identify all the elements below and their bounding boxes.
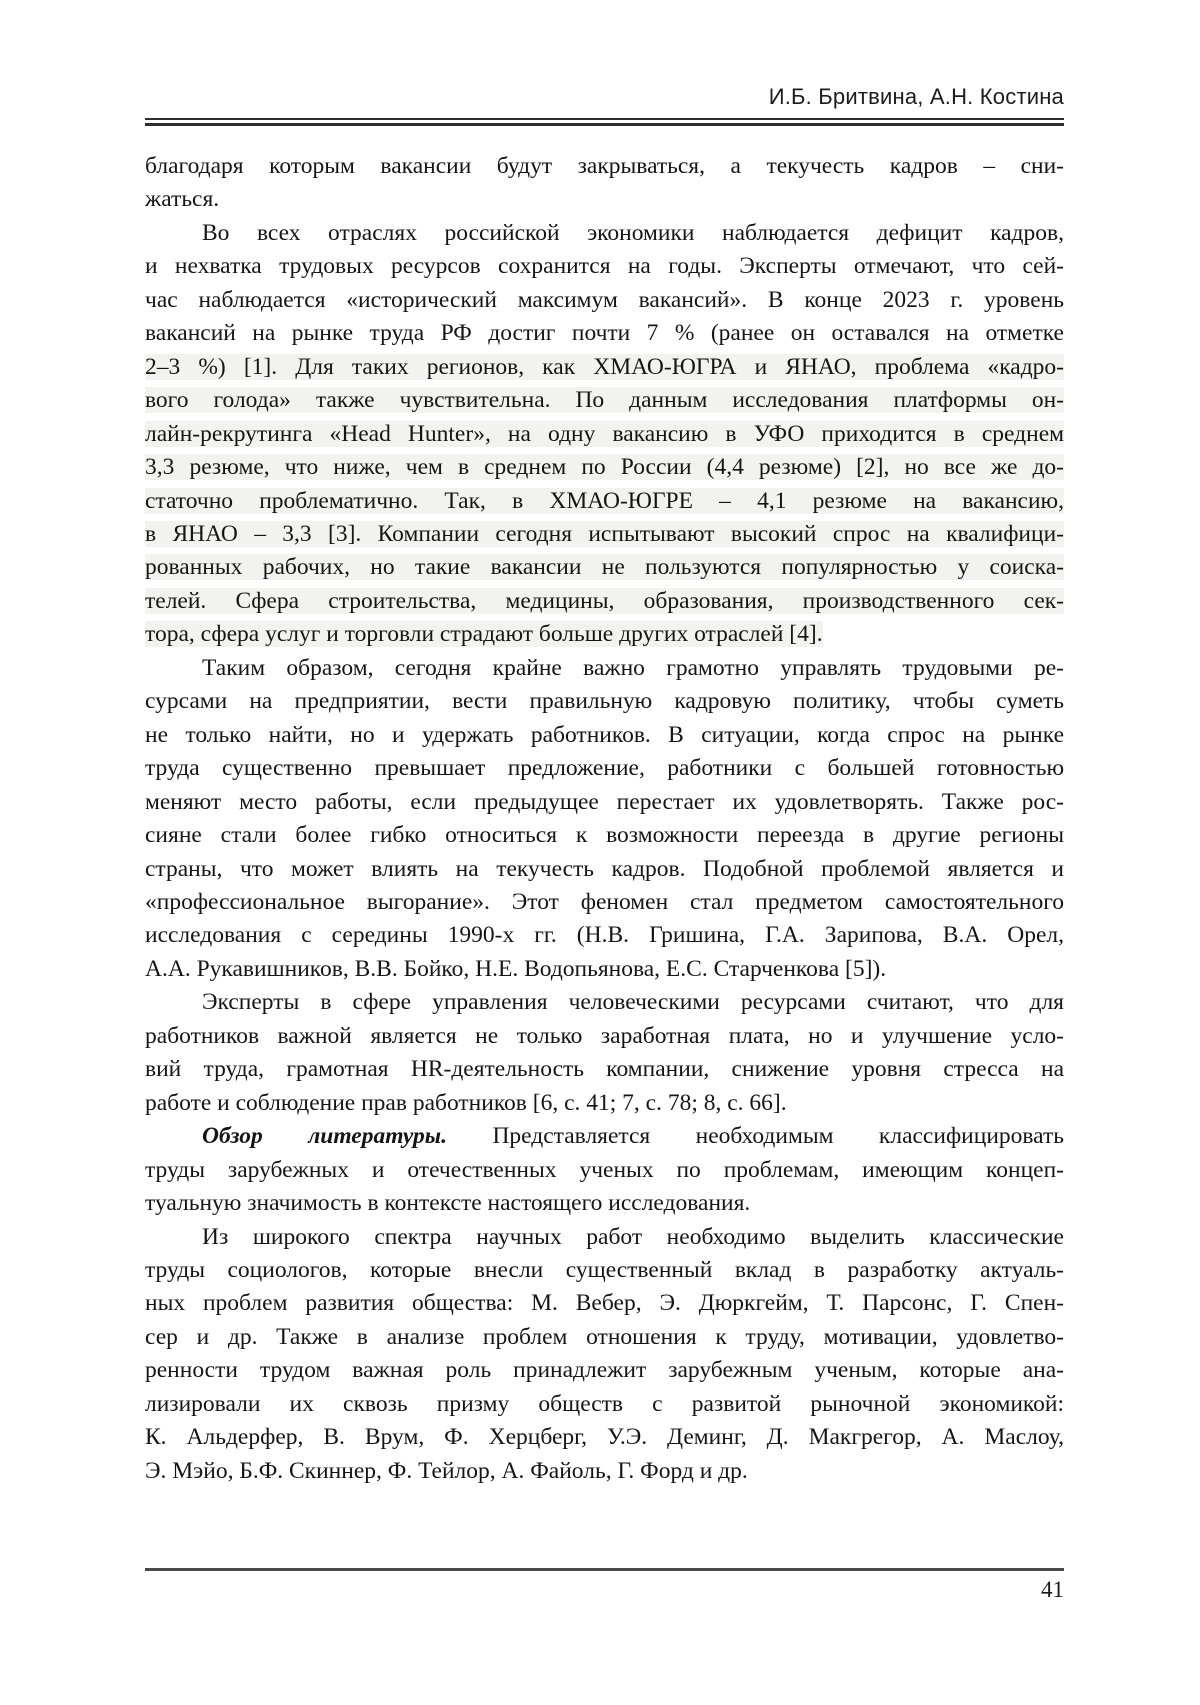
text-line — [145, 485, 1064, 518]
text-line — [145, 618, 1064, 651]
text-line-content: в ЯНАО – 3,3 [3]. Компании сегодня испытывают высокий спрос на квалифици- — [145, 520, 1064, 547]
text-line-content: сурсами на предприятии, вести правильную кадровую политику, чтобы суметь — [145, 688, 1064, 715]
text-line-content: ных проблем развития общества: М. Вебер, Э. Дюркгейм, Т. Парсонс, Г. Спен- — [145, 1290, 1064, 1317]
text-line-content: работников важной является не только заработная плата, но и улучшение усло- — [145, 1022, 1064, 1049]
text-line-content: 2–3 %) [1]. Для таких регионов, как ХМАО-ЮГРА и ЯНАО, проблема «кадро- — [145, 353, 1064, 380]
text-line-content: телей. Сфера строительства, медицины, образования, производственного сек- — [145, 587, 1064, 614]
text-line-content: жаться. — [145, 186, 220, 213]
text-line — [145, 819, 1064, 852]
text-line-content: сияне стали более гибко относиться к возможности переезда в другие регионы — [145, 822, 1064, 849]
text-line — [145, 1087, 1064, 1120]
text-line-content: и нехватка трудовых ресурсов сохранится на годы. Эксперты отмечают, что сей- — [145, 253, 1064, 280]
text-line-content: меняют место работы, если предыдущее перестает их удовлетворять. Также рос- — [145, 788, 1064, 815]
text-line — [145, 1287, 1064, 1320]
text-line — [145, 786, 1064, 819]
text-line — [145, 886, 1064, 919]
text-line — [145, 953, 1064, 986]
text-line-content: работе и соблюдение прав работников [6, с. 41; 7, с. 78; 8, с. 66]. — [145, 1089, 787, 1116]
paragraph-lead: Обзор литературы. — [202, 1123, 447, 1150]
text-line — [145, 518, 1064, 551]
text-line-content: труда существенно превышает предложение, работники с большей готовностью — [145, 755, 1064, 782]
text-line-content: ренности трудом важная роль принадлежит зарубежным ученым, которые ана- — [145, 1357, 1064, 1384]
text-line-content: 3,3 резюме, что ниже, чем в среднем по России (4,4 резюме) [2], но все же до- — [145, 454, 1064, 481]
text-line — [145, 719, 1064, 752]
text-line-content: статочно проблематично. Так, в ХМАО-ЮГРЕ – 4,1 резюме на вакансию, — [145, 487, 1064, 514]
text-line-content: Эксперты в сфере управления человеческими ресурсами считают, что для — [202, 989, 1064, 1016]
text-line — [145, 384, 1064, 417]
text-line — [145, 1254, 1064, 1287]
text-line-content: вий труда, грамотная HR-деятельность компании, снижение уровня стресса на — [145, 1056, 1064, 1083]
footer-rule — [145, 1568, 1064, 1571]
text-line-content: благодаря которым вакансии будут закрываться, а текучесть кадров – сни- — [145, 153, 1064, 179]
text-line — [145, 1020, 1064, 1053]
text-line-content: Из широкого спектра научных работ необходимо выделить классические — [202, 1223, 1064, 1250]
text-line — [145, 250, 1064, 283]
text-line — [145, 418, 1064, 451]
text-line-content: час наблюдается «исторический максимум вакансий». В конце 2023 г. уровень — [145, 286, 1064, 313]
text-line-content: вакансий на рынке труда РФ достиг почти 7 % (ранее он оставался на отметке — [145, 320, 1064, 347]
text-line — [145, 685, 1064, 718]
text-line-content: А.А. Рукавишников, В.В. Бойко, Н.Е. Водопьянова, Е.С. Старченкова [5]). — [145, 955, 887, 982]
text-line-content: вого голода» также чувствительна. По данным исследования платформы он- — [145, 387, 1064, 414]
text-line — [145, 986, 1064, 1019]
text-line-content: труды зарубежных и отечественных ученых по проблемам, имеющим концеп- — [145, 1156, 1064, 1183]
text-line-content: труды социологов, которые внесли существенный вклад в разработку актуаль- — [145, 1256, 1064, 1283]
text-line — [145, 853, 1064, 886]
text-line-content: лайн-рекрутинга «Head Hunter», на одну вакансию в УФО приходится в среднем — [145, 420, 1064, 447]
text-line-content: Во всех отраслях российской экономики наблюдается дефицит кадров, — [202, 219, 1064, 246]
text-line — [145, 551, 1064, 584]
text-line-content: тора, сфера услуг и торговли страдают больше других отраслей [4]. — [145, 621, 823, 648]
text-line — [145, 1053, 1064, 1086]
text-line — [145, 585, 1064, 618]
text-line-content: «профессиональное выгорание». Этот феномен стал предметом самостоятельного — [145, 888, 1064, 915]
text-line — [145, 1187, 1064, 1220]
text-line — [145, 183, 1064, 216]
text-line — [145, 284, 1064, 317]
text-line-content: К. Альдерфер, В. Врум, Ф. Херцберг, У.Э. Деминг, Д. Макгрегор, А. Маслоу, — [145, 1424, 1064, 1451]
text-line-content: лизировали их сквозь призму обществ с развитой рыночной экономикой: — [145, 1390, 1064, 1417]
text-line — [145, 1388, 1064, 1421]
text-line — [145, 1120, 1064, 1153]
text-line — [145, 150, 1064, 183]
text-line — [145, 1421, 1064, 1454]
text-line-content: не только найти, но и удержать работников. В ситуации, когда спрос на рынке — [145, 721, 1064, 748]
text-line-content: исследования с середины 1990-х гг. (Н.В. Гришина, Г.А. Зарипова, В.А. Орел, — [145, 922, 1064, 949]
text-line-content: сер и др. Также в анализе проблем отношения к труду, мотивации, удовлетво- — [145, 1323, 1064, 1350]
text-line — [145, 1321, 1064, 1354]
text-line — [145, 1354, 1064, 1387]
text-line — [145, 351, 1064, 384]
text-line — [145, 217, 1064, 250]
running-head-authors: И.Б. Бритвина, А.Н. Костина — [768, 84, 1064, 109]
text-line — [145, 1455, 1064, 1488]
text-line-content: Таким образом, сегодня крайне важно грамотно управлять трудовыми ре- — [202, 654, 1064, 681]
text-line-content: Обзор литературы. Представляется необходимым классифицировать — [202, 1123, 1064, 1150]
text-line — [145, 652, 1064, 685]
page-number: 41 — [1041, 1577, 1064, 1602]
text-line — [145, 1154, 1064, 1187]
text-line-content: страны, что может влиять на текучесть кадров. Подобной проблемой является и — [145, 855, 1064, 882]
text-line — [145, 317, 1064, 350]
text-line-content: туальную значимость в контексте настоящего исследования. — [145, 1190, 751, 1217]
text-line — [145, 1221, 1064, 1254]
text-line-content: рованных рабочих, но такие вакансии не пользуются популярностью у соиска- — [145, 554, 1064, 581]
text-line — [145, 451, 1064, 484]
text-line-content: Э. Мэйо, Б.Ф. Скиннер, Ф. Тейлор, А. Файоль, Г. Форд и др. — [145, 1457, 748, 1484]
header-double-rule — [145, 118, 1064, 126]
body-text — [145, 150, 1064, 1488]
text-line — [145, 919, 1064, 952]
text-line — [145, 752, 1064, 785]
